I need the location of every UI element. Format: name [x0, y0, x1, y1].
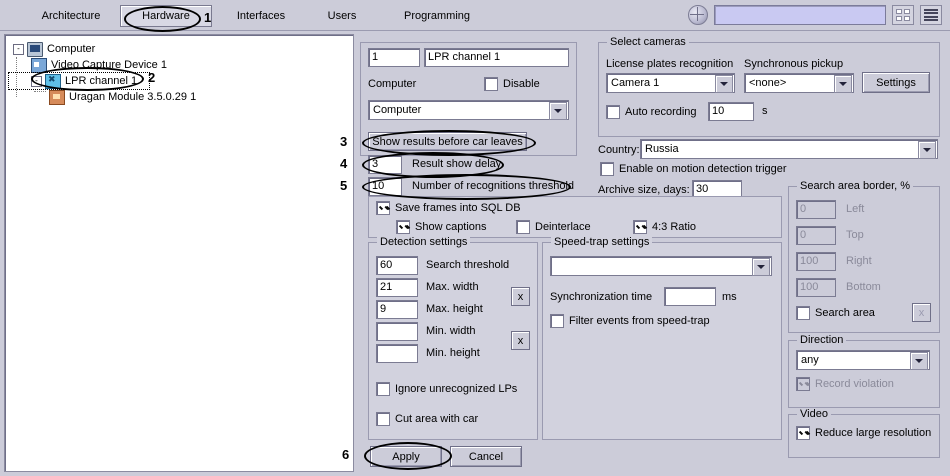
checkbox-box [796, 426, 810, 440]
license-plates-recognition-label: License plates recognition [606, 58, 734, 70]
grid-view-icon[interactable] [892, 5, 914, 25]
min-width-input[interactable] [376, 322, 418, 341]
checkbox-box [796, 306, 810, 320]
show-captions-label: Show captions [415, 221, 487, 233]
checkbox-box [516, 220, 530, 234]
chevron-down-icon[interactable] [910, 352, 928, 370]
recognitions-threshold-input[interactable]: 10 [368, 177, 402, 196]
min-height-input[interactable] [376, 344, 418, 363]
tab-programming-label: Programming [403, 10, 471, 22]
min-width-label: Min. width [426, 325, 476, 337]
tab-interfaces-label: Interfaces [236, 10, 286, 22]
max-width-input[interactable]: 21 [376, 278, 418, 297]
sync-time-input[interactable] [664, 287, 716, 306]
checkbox-box [600, 162, 614, 176]
lpr-channel-icon [45, 74, 61, 89]
picker-icon: x [918, 306, 925, 319]
synchronous-pickup-select[interactable] [744, 73, 854, 93]
chevron-down-icon[interactable] [918, 141, 936, 159]
tab-users-label: Users [327, 10, 357, 22]
archive-size-input[interactable]: 30 [692, 180, 742, 199]
annotation-number-5: 5 [340, 178, 348, 193]
select-cameras-label: Select cameras [607, 36, 689, 48]
address-input[interactable] [714, 5, 886, 25]
country-value: Russia [645, 143, 679, 155]
tree-connector-line [16, 57, 18, 97]
search-area-right-label: Right [846, 255, 872, 267]
auto-recording-checkbox[interactable] [606, 105, 697, 119]
auto-recording-input[interactable]: 10 [708, 102, 754, 121]
sync-time-units: ms [722, 291, 737, 303]
tab-hardware[interactable] [120, 5, 212, 27]
synchronous-pickup-value: <none> [749, 77, 787, 89]
direction-value: any [801, 354, 819, 366]
annotation-number-1: 1 [204, 10, 212, 25]
search-area-right-input[interactable]: 100 [796, 252, 836, 271]
annotation-number-4: 4 [340, 156, 348, 171]
save-frames-label: Save frames into SQL DB [395, 202, 521, 214]
auto-recording-label: Auto recording [625, 106, 697, 118]
hardware-tree [5, 35, 353, 111]
country-label: Country: [598, 144, 640, 156]
cut-area-checkbox[interactable] [376, 412, 478, 426]
ratio-label: 4:3 Ratio [652, 221, 697, 233]
max-size-picker-button[interactable] [511, 287, 530, 306]
computer-icon [27, 42, 43, 57]
record-violation-checkbox[interactable] [796, 377, 894, 391]
min-size-picker-button[interactable] [511, 331, 530, 350]
show-captions-checkbox[interactable] [396, 220, 487, 234]
cancel-label: Cancel [468, 450, 504, 463]
checkbox-box [484, 77, 498, 91]
show-results-label: Show results before car leaves [372, 135, 523, 148]
channel-id-input[interactable]: 1 [368, 48, 420, 67]
camera-icon [31, 58, 47, 73]
auto-recording-units: s [762, 105, 768, 117]
save-frames-checkbox[interactable] [376, 201, 521, 215]
apply-label: Apply [392, 450, 420, 463]
show-results-button[interactable] [368, 132, 527, 151]
result-show-delay-label: Result show delay [412, 158, 502, 170]
filter-speedtrap-label: Filter events from speed-trap [569, 315, 710, 327]
checkbox-box [396, 220, 410, 234]
tab-hardware-label: Hardware [142, 10, 190, 22]
picker-icon: x [517, 334, 524, 347]
tree-connector-line [34, 91, 46, 93]
search-threshold-input[interactable]: 60 [376, 256, 418, 275]
tab-architecture[interactable] [18, 5, 124, 27]
disable-checkbox[interactable] [484, 77, 540, 91]
tree-node-computer[interactable] [9, 41, 349, 57]
search-area-left-input[interactable]: 0 [796, 200, 836, 219]
chevron-down-icon[interactable] [752, 258, 770, 276]
ignore-unrecognized-checkbox[interactable] [376, 382, 517, 396]
max-height-label: Max. height [426, 303, 483, 315]
tree-node-label: Uragan Module 3.5.0.29 1 [69, 91, 197, 103]
disable-label: Disable [503, 78, 540, 90]
license-plates-camera-value: Camera 1 [611, 77, 660, 89]
sync-time-label: Synchronization time [550, 291, 653, 303]
checkbox-box [633, 220, 647, 234]
tree-node-video-capture-device[interactable] [9, 57, 349, 73]
chevron-down-icon[interactable] [834, 75, 852, 93]
computer-select[interactable] [368, 100, 569, 120]
globe-icon[interactable] [688, 5, 708, 25]
max-width-label: Max. width [426, 281, 479, 293]
camera-settings-label: Settings [876, 76, 916, 89]
filter-speedtrap-checkbox[interactable] [550, 314, 710, 328]
motion-trigger-label: Enable on motion detection trigger [619, 163, 787, 175]
ignore-unrecognized-label: Ignore unrecognized LPs [395, 383, 518, 395]
deinterlace-label: Deinterlace [535, 221, 591, 233]
search-area-checkbox[interactable] [796, 306, 875, 320]
tab-programming[interactable] [380, 5, 494, 27]
cancel-button[interactable] [450, 446, 522, 467]
ratio-checkbox[interactable] [633, 220, 696, 234]
tree-node-lpr-channel[interactable] [9, 73, 149, 89]
lpr-channel-settings-form [356, 34, 946, 470]
record-violation-label: Record violation [815, 378, 894, 390]
search-area-top-label: Top [846, 229, 864, 241]
expander-icon[interactable]: - [13, 44, 24, 55]
speedtrap-settings-label: Speed-trap settings [551, 236, 652, 248]
recognitions-threshold-label: Number of recognitions threshold [412, 180, 575, 192]
tab-architecture-label: Architecture [41, 10, 101, 22]
search-area-left-label: Left [846, 203, 865, 215]
checkbox-box [606, 105, 620, 119]
license-plates-camera-select[interactable] [606, 73, 735, 93]
annotation-number-3: 3 [340, 134, 348, 149]
country-select[interactable] [640, 139, 938, 159]
annotation-number-6: 6 [342, 447, 350, 462]
detection-settings-label: Detection settings [377, 236, 470, 248]
search-area-picker-button[interactable] [912, 303, 931, 322]
camera-settings-button[interactable] [862, 72, 930, 93]
channel-name-input[interactable]: LPR channel 1 [424, 48, 569, 67]
tree-node-label: Video Capture Device 1 [51, 59, 167, 71]
search-threshold-label: Search threshold [426, 259, 510, 271]
synchronous-pickup-label: Synchronous pickup [744, 58, 844, 70]
cut-area-label: Cut area with car [395, 413, 479, 425]
checkbox-box [796, 377, 810, 391]
video-label: Video [797, 408, 831, 420]
direction-label: Direction [797, 334, 846, 346]
expander-icon[interactable]: - [31, 76, 42, 87]
toolbar-right [688, 4, 942, 26]
main-tab-bar [0, 0, 950, 31]
picker-icon: x [517, 290, 524, 303]
checkbox-box [550, 314, 564, 328]
motion-trigger-checkbox[interactable] [600, 162, 787, 176]
result-show-delay-input[interactable]: 3 [368, 155, 402, 174]
computer-select-value: Computer [373, 104, 422, 116]
tree-node-label: LPR channel 1 [65, 75, 138, 87]
chevron-down-icon[interactable] [715, 75, 733, 93]
archive-size-label: Archive size, days: [598, 184, 690, 196]
tree-node-uragan-module[interactable] [9, 89, 349, 105]
tree-node-label: Computer [47, 43, 96, 55]
min-height-label: Min. height [426, 347, 480, 359]
checkbox-box [376, 382, 390, 396]
tab-interfaces[interactable] [212, 5, 310, 27]
search-area-label: Search area [815, 307, 875, 319]
reduce-resolution-label: Reduce large resolution [815, 427, 932, 439]
computer-label: Computer [368, 78, 417, 90]
checkbox-box [376, 201, 390, 215]
chevron-down-icon[interactable] [549, 102, 567, 120]
hardware-tree-panel[interactable] [4, 34, 354, 472]
tab-users[interactable] [305, 5, 379, 27]
module-icon [49, 90, 65, 105]
list-view-icon[interactable] [920, 5, 942, 25]
search-area-border-label: Search area border, % [797, 180, 913, 192]
search-area-bottom-input[interactable]: 100 [796, 278, 836, 297]
apply-button[interactable] [370, 446, 442, 467]
annotation-number-2: 2 [148, 70, 156, 85]
max-height-input[interactable]: 9 [376, 300, 418, 319]
reduce-resolution-checkbox[interactable] [796, 426, 931, 440]
speedtrap-device-select[interactable] [550, 256, 772, 276]
checkbox-box [376, 412, 390, 426]
deinterlace-checkbox[interactable] [516, 220, 591, 234]
search-area-top-input[interactable]: 0 [796, 226, 836, 245]
direction-select[interactable] [796, 350, 930, 370]
search-area-bottom-label: Bottom [846, 281, 881, 293]
